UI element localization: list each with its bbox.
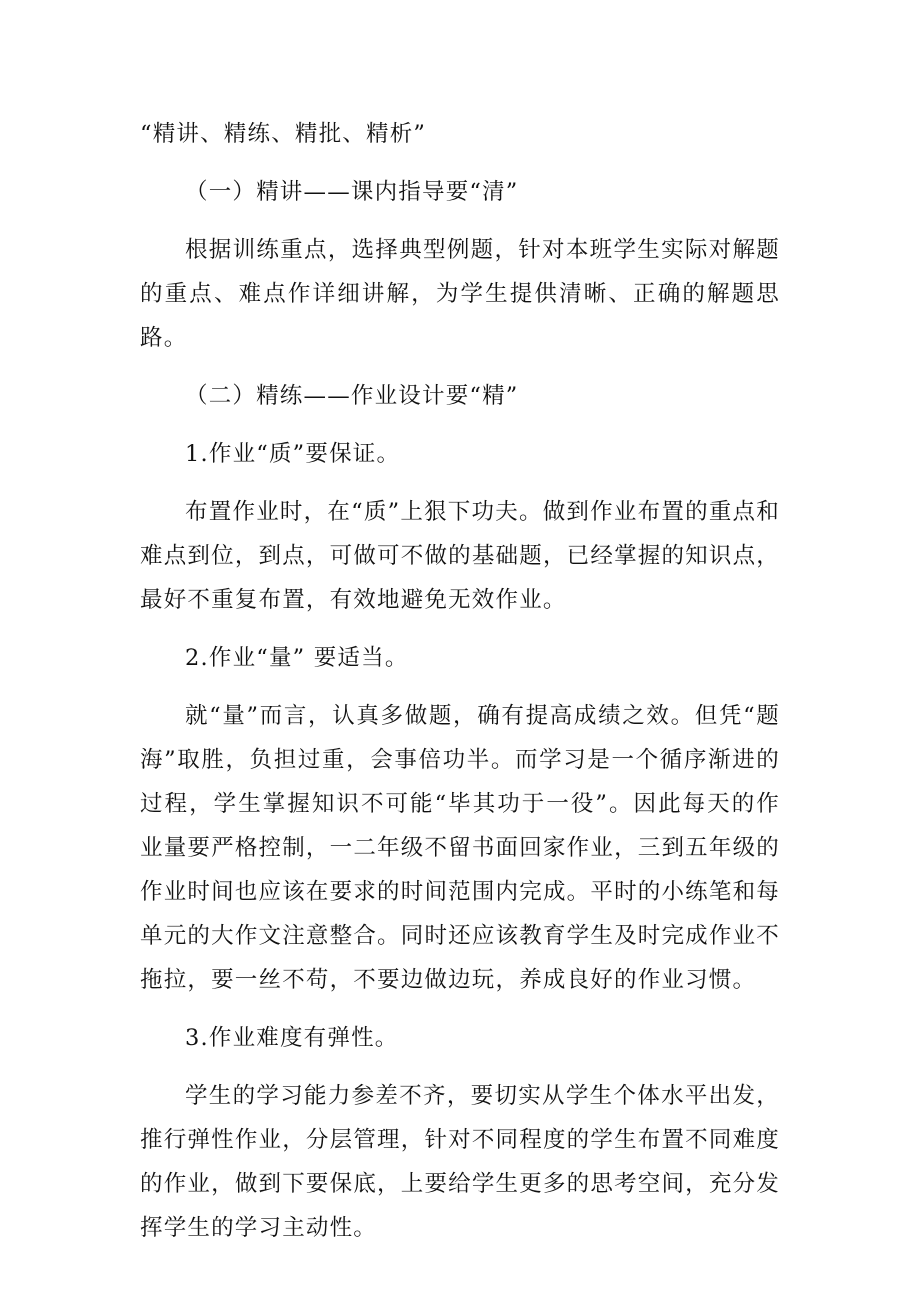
- section1-body: 根据训练重点，选择典型例题，针对本班学生实际对解题的重点、难点作详细讲解，为学生提供清晰、正确的解题思路。: [140, 237, 780, 351]
- item2-body: 就“量”而言，认真多做题，确有提高成绩之效。但凭“题海”取胜，负担过重，会事倍功半。而学习是一个循序渐进的过程，学生掌握知识不可能“毕其功于一役”。因此每天的作业量要严格控制，一二年级不留书面回家作业，三到五年级的作业时间也应该在要求的时间范围内完成。平时的小练笔和每单元的大作文注意整合。同时还应该教育学生及时完成作业不拖拉，要一丝不苟，不要边做边玩，养成良好的作业习惯。: [140, 703, 780, 993]
- item3-title: 3.作业难度有弹性。: [185, 1025, 399, 1051]
- item3-body: 学生的学习能力参差不齐，要切实从学生个体水平出发，推行弹性作业，分层管理，针对不同程度的学生布置不同难度的作业，做到下要保底，上要给学生更多的思考空间，充分发挥学生的学习主动性。: [140, 1083, 780, 1241]
- item2-title: 2.作业“量” 要适当。: [185, 645, 409, 671]
- section1-heading: （一）精讲——课内指导要“清”: [185, 179, 519, 205]
- item1-title: 1.作业“质”要保证。: [185, 441, 401, 467]
- intro-line: “精讲、精练、精批、精析”: [140, 121, 427, 147]
- item1-body: 布置作业时，在“质”上狠下功夫。做到作业布置的重点和难点到位，到点，可做可不做的基础题，已经掌握的知识点，最好不重复布置，有效地避免无效作业。: [140, 499, 780, 613]
- section2-heading: （二）精练——作业设计要“精”: [185, 383, 519, 409]
